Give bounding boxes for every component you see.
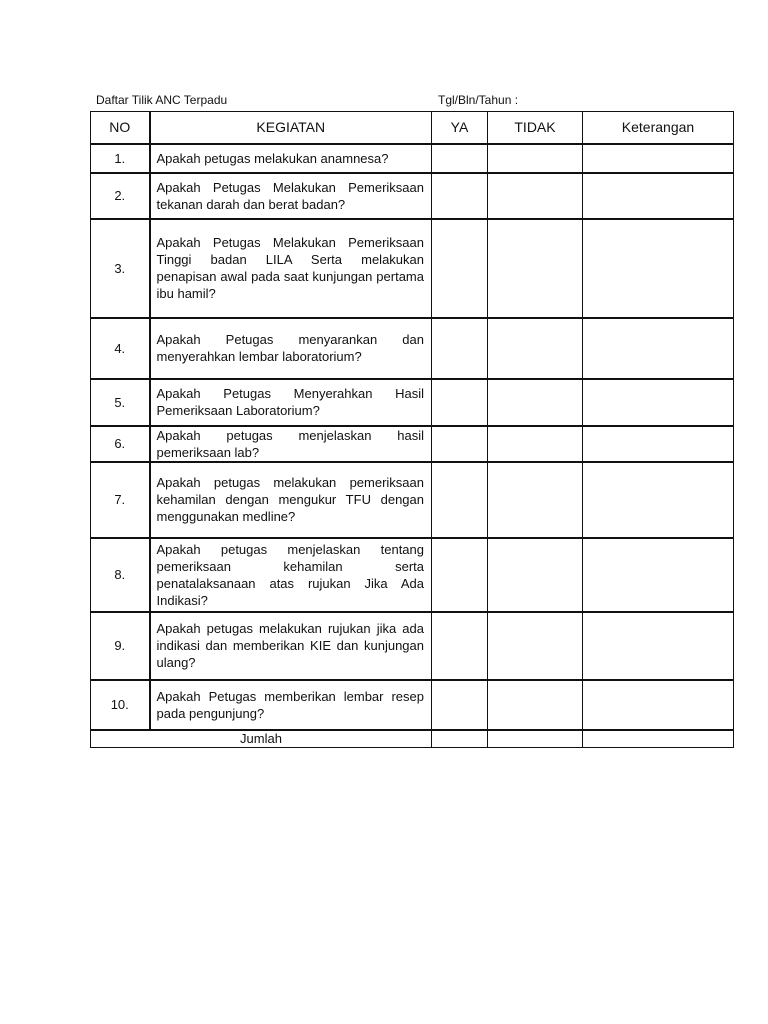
- table-row: [91, 538, 734, 612]
- row-keterangan-cell[interactable]: [583, 538, 734, 612]
- row-kegiatan: Apakah petugas melakukan anamnesa?: [150, 144, 432, 173]
- row-tidak-cell[interactable]: [488, 379, 583, 426]
- row-kegiatan: Apakah Petugas Menyerahkan Hasil Pemeriksaan Laboratorium?: [150, 379, 432, 426]
- row-ya-cell[interactable]: [432, 173, 488, 219]
- table-row: [91, 318, 734, 379]
- table-row: [91, 462, 734, 538]
- row-number: 6.: [91, 426, 150, 462]
- column-header-no: NO: [91, 112, 150, 144]
- table-row: [91, 219, 734, 318]
- row-keterangan-cell[interactable]: [583, 379, 734, 426]
- row-number: 8.: [91, 538, 150, 612]
- row-tidak-cell[interactable]: [488, 318, 583, 379]
- total-tidak-cell[interactable]: [488, 730, 583, 748]
- row-tidak-cell[interactable]: [488, 426, 583, 462]
- row-tidak-cell[interactable]: [488, 680, 583, 730]
- table-row: [91, 426, 734, 462]
- row-kegiatan: Apakah petugas melakukan rujukan jika ada indikasi dan memberikan KIE dan kunjungan ulang?: [150, 612, 432, 680]
- total-ya-cell[interactable]: [432, 730, 488, 748]
- total-keterangan-cell[interactable]: [583, 730, 734, 748]
- table-row: [91, 379, 734, 426]
- table-header-row: [91, 112, 734, 144]
- column-header-kegiatan: KEGIATAN: [150, 112, 432, 144]
- row-tidak-cell[interactable]: [488, 538, 583, 612]
- row-number: 5.: [91, 379, 150, 426]
- row-kegiatan: Apakah Petugas memberikan lembar resep pada pengunjung?: [150, 680, 432, 730]
- row-number: 10.: [91, 680, 150, 730]
- row-kegiatan: Apakah Petugas menyarankan dan menyerahkan lembar laboratorium?: [150, 318, 432, 379]
- row-number: 1.: [91, 144, 150, 173]
- checklist-table: [90, 111, 734, 748]
- row-ya-cell[interactable]: [432, 462, 488, 538]
- column-header-keterangan: Keterangan: [583, 112, 734, 144]
- row-keterangan-cell[interactable]: [583, 426, 734, 462]
- row-ya-cell[interactable]: [432, 538, 488, 612]
- column-header-tidak: TIDAK: [488, 112, 583, 144]
- row-keterangan-cell[interactable]: [583, 680, 734, 730]
- row-ya-cell[interactable]: [432, 426, 488, 462]
- row-keterangan-cell[interactable]: [583, 219, 734, 318]
- row-number: 4.: [91, 318, 150, 379]
- table-row: [91, 680, 734, 730]
- row-tidak-cell[interactable]: [488, 462, 583, 538]
- row-ya-cell[interactable]: [432, 318, 488, 379]
- row-keterangan-cell[interactable]: [583, 318, 734, 379]
- document-title: Daftar Tilik ANC Terpadu: [96, 93, 228, 107]
- row-number: 7.: [91, 462, 150, 538]
- row-ya-cell[interactable]: [432, 379, 488, 426]
- row-number: 3.: [91, 219, 150, 318]
- row-ya-cell[interactable]: [432, 612, 488, 680]
- row-keterangan-cell[interactable]: [583, 144, 734, 173]
- row-tidak-cell[interactable]: [488, 612, 583, 680]
- row-number: 9.: [91, 612, 150, 680]
- row-kegiatan: Apakah Petugas Melakukan Pemeriksaan tekanan darah dan berat badan?: [150, 173, 432, 219]
- row-kegiatan: Apakah petugas melakukan pemeriksaan kehamilan dengan mengukur TFU dengan menggunakan medline?: [150, 462, 432, 538]
- total-label: Jumlah: [91, 730, 432, 748]
- row-keterangan-cell[interactable]: [583, 612, 734, 680]
- row-ya-cell[interactable]: [432, 680, 488, 730]
- column-header-ya: YA: [432, 112, 488, 144]
- table-row: [91, 144, 734, 173]
- row-kegiatan: Apakah Petugas Melakukan Pemeriksaan Tinggi badan LILA Serta melakukan penapisan awal pada saat kunjungan pertama ibu hamil?: [150, 219, 432, 318]
- document-header: [96, 93, 636, 111]
- row-ya-cell[interactable]: [432, 219, 488, 318]
- row-tidak-cell[interactable]: [488, 144, 583, 173]
- row-number: 2.: [91, 173, 150, 219]
- row-keterangan-cell[interactable]: [583, 173, 734, 219]
- table-row: [91, 612, 734, 680]
- total-row: [91, 730, 734, 748]
- row-tidak-cell[interactable]: [488, 219, 583, 318]
- table-row: [91, 173, 734, 219]
- row-keterangan-cell[interactable]: [583, 462, 734, 538]
- date-label: Tgl/Bln/Tahun :: [438, 93, 519, 107]
- row-kegiatan: Apakah petugas menjelaskan hasil pemeriksaan lab?: [150, 426, 432, 462]
- row-kegiatan: Apakah petugas menjelaskan tentang pemeriksaan kehamilan serta penatalaksanaan atas rujukan Jika Ada Indikasi?: [150, 538, 432, 612]
- row-tidak-cell[interactable]: [488, 173, 583, 219]
- row-ya-cell[interactable]: [432, 144, 488, 173]
